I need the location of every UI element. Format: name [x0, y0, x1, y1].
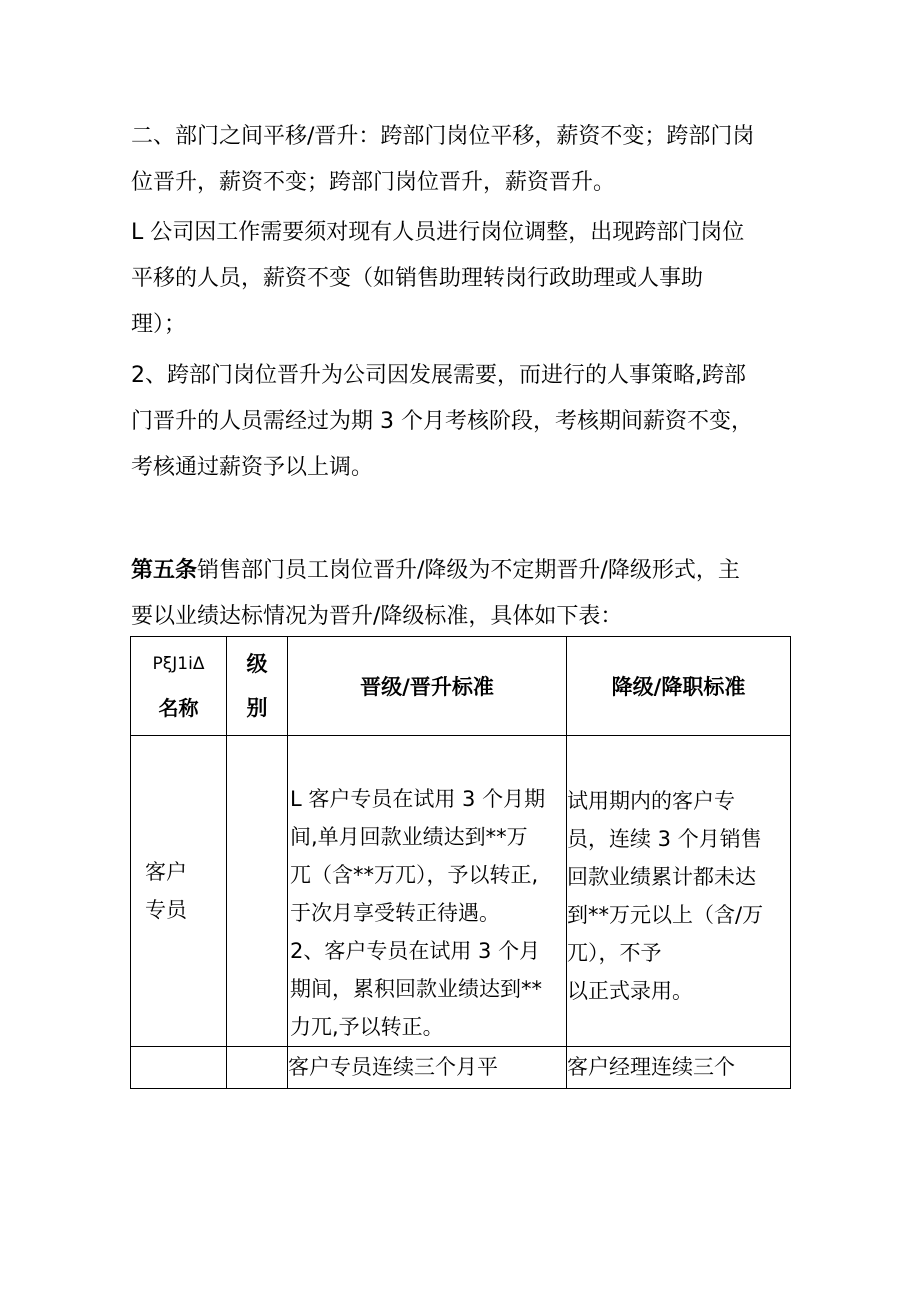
demotion-line: 回款业绩累计都未达 — [567, 865, 756, 889]
level-cell — [227, 736, 288, 1047]
text-line: 平移的人员，薪资不变（如销售助理转岗行政助理或人事助 — [131, 266, 704, 291]
text-line: 理）； — [131, 312, 187, 337]
promotion-cell — [288, 736, 567, 1047]
header-level-top: 级 — [246, 652, 268, 676]
demotion-line: 以正式录用。 — [567, 979, 693, 1003]
header-demotion: 降级/降职标准 — [567, 637, 791, 736]
paragraph-lateral-transfer — [131, 210, 811, 348]
text-line: 2、跨部门岗位晋升为公司因发展需要，而进行的人事策略,跨部 — [131, 363, 746, 388]
table-row — [131, 736, 791, 1047]
promotion-cell — [288, 1047, 567, 1089]
demotion-line: 兀），不予 — [567, 941, 662, 965]
promotion-line: 期间，累积回款业绩达到** — [290, 977, 542, 1001]
role-text: 客户 — [145, 860, 187, 884]
grade-standards-table — [130, 636, 791, 1089]
level-cell — [227, 1047, 288, 1089]
promotion-line: 于次月享受转正待遇。 — [290, 901, 500, 925]
text-line — [131, 548, 803, 594]
article-number: 第五条 — [131, 558, 198, 583]
demotion-cell — [567, 736, 791, 1047]
table-row — [131, 1047, 791, 1089]
demotion-cell — [567, 1047, 791, 1089]
role-cell — [131, 1047, 227, 1089]
role-text: 专员 — [145, 898, 187, 922]
promotion-line: 间,单月回款业绩达到**万 — [290, 825, 528, 849]
text-line: 要以业绩达标情况为晋升/降级标准，具体如下表： — [131, 604, 623, 629]
header-name-label: 名称 — [158, 696, 199, 720]
header-promotion: 晋级/晋升标准 — [288, 637, 567, 736]
text-line: 位晋升，薪资不变；跨部门岗位晋升，薪资晋升。 — [131, 170, 616, 195]
demotion-line: 客户经理连续三个 — [567, 1055, 735, 1079]
promotion-line: L 客户专员在试用 3 个月期 — [290, 787, 546, 811]
header-name-symbol: PξJ1iΔ — [152, 654, 205, 674]
table-header-row — [131, 637, 791, 736]
promotion-line: 力兀,予以转正。 — [290, 1015, 444, 1039]
promotion-line: 2、客户专员在试用 3 个月 — [290, 939, 541, 963]
promotion-line: 兀（含**万兀），予以转正, — [290, 863, 539, 887]
demotion-line: 试用期内的客户专 — [567, 789, 735, 813]
promotion-line: 客户专员连续三个月平 — [288, 1055, 498, 1079]
paragraph-cross-promotion — [131, 353, 811, 491]
text-line: 二、部门之间平移/晋升：跨部门岗位平移，薪资不变；跨部门岗 — [131, 124, 755, 149]
paragraph-department-transfer — [131, 114, 811, 206]
text-line: L 公司因工作需要须对现有人员进行岗位调整，出现跨部门岗位 — [131, 220, 745, 245]
header-level-bottom: 别 — [246, 696, 268, 720]
text-line: 门晋升的人员需经过为期 3 个月考核阶段，考核期间薪资不变， — [131, 409, 753, 434]
role-cell — [131, 736, 227, 1047]
demotion-line: 员，连续 3 个月销售 — [567, 827, 762, 851]
header-name — [131, 637, 227, 736]
article-text: 销售部门员工岗位晋升/降级为不定期晋升/降级形式，主 — [197, 558, 740, 583]
demotion-line: 到**万元以上（含/万 — [567, 903, 764, 927]
text-line: 考核通过薪资予以上调。 — [131, 455, 374, 480]
paragraph-article-five — [131, 548, 803, 640]
header-level — [227, 637, 288, 736]
